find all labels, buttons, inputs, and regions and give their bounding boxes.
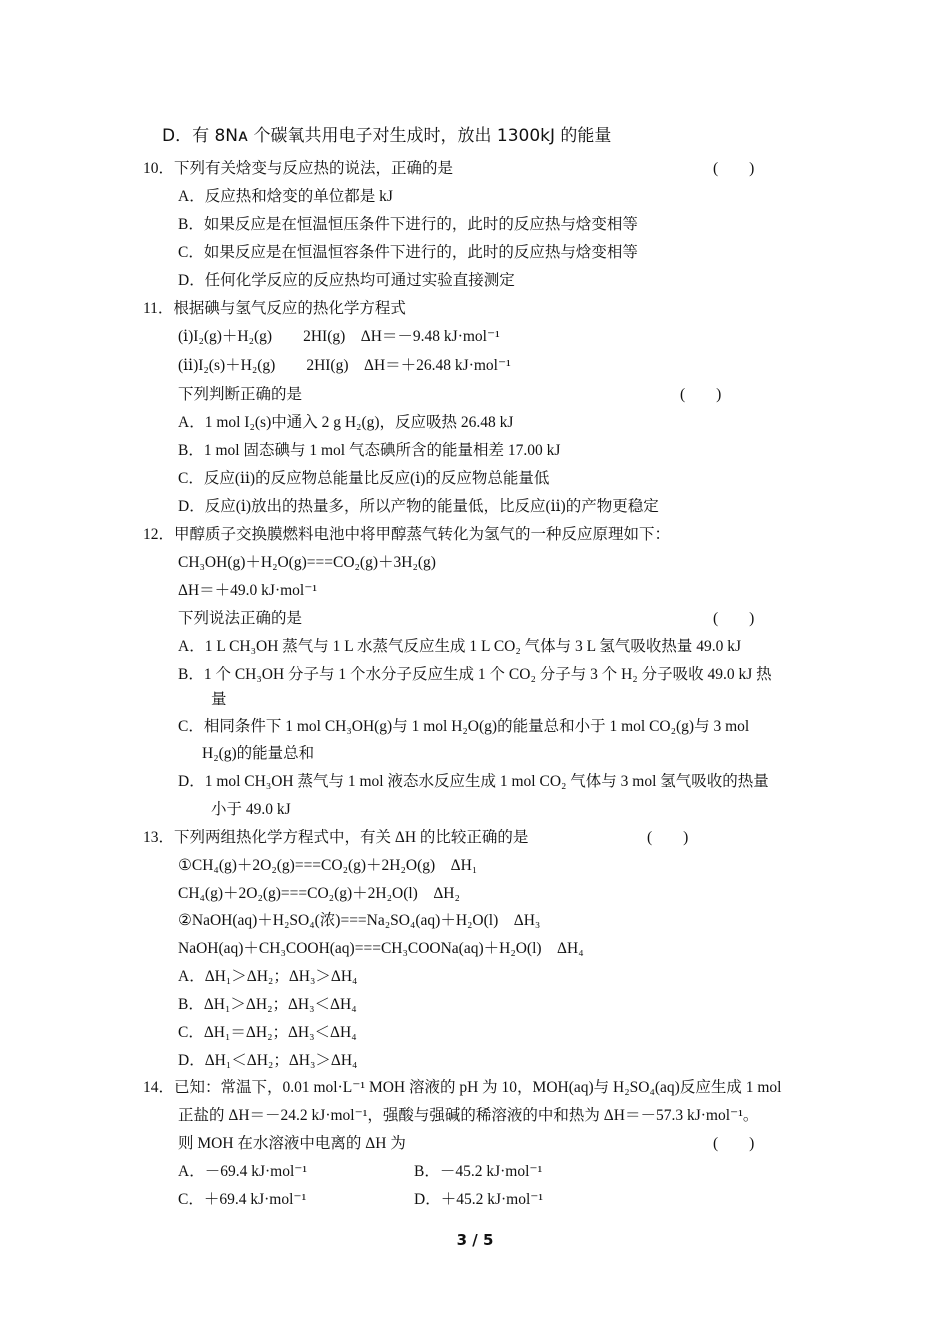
q9-option-d: D．有 8Nᴀ 个碳氧共用电子对生成时，放出 1300kJ 的能量 [162,126,612,146]
q12-option-a: A．1 L CH₃OH 蒸气与 1 L 水蒸气反应生成 1 L CO₂ 气体与 3 L 氢气吸收热量 49.0 kJ [178,638,742,655]
q12-option-b-cont: 量 [211,691,227,708]
q12-enthalpy: ΔH＝＋49.0 kJ·mol⁻¹ [178,582,318,599]
q10-stem: 10．下列有关焓变与反应热的说法，正确的是 [143,160,454,177]
q14-option-c: C．＋69.4 kJ·mol⁻¹ [178,1191,307,1208]
q13-option-d: D．ΔH₁＜ΔH₂；ΔH₃＞ΔH₄ [178,1052,358,1069]
q14-stem: 14．已知：常温下，0.01 mol·L⁻¹ MOH 溶液的 pH 为 10，MOH(aq)与 H₂SO₄(aq)反应生成 1 mol [143,1079,782,1096]
q13-answer-bracket: ( ) [647,829,689,846]
q11-answer-bracket: ( ) [680,386,722,403]
q13-equation-2a: ②NaOH(aq)＋H₂SO₄(浓)===Na₂SO₄(aq)＋H₂O(l) ΔH₃ [178,912,541,929]
q13-option-a: A．ΔH₁＞ΔH₂；ΔH₃＞ΔH₄ [178,968,358,985]
q10-answer-bracket: ( ) [713,160,755,177]
q11-stem: 11．根据碘与氢气反应的热化学方程式 [143,300,406,317]
q12-equation: CH₃OH(g)＋H₂O(g)===CO₂(g)＋3H₂(g) [178,554,436,571]
q12-option-c: C．相同条件下 1 mol CH₃OH(g)与 1 mol H₂O(g)的能量总和小于 1 mol CO₂(g)与 3 mol [178,718,750,735]
q11-equation-ii: (ⅱ)I₂(s)＋H₂(g) 2HI(g) ΔH＝＋26.48 kJ·mol⁻¹ [178,357,511,374]
q10-option-a: A．反应热和焓变的单位都是 kJ [178,188,393,205]
q12-option-c-cont: H₂(g)的能量总和 [202,745,315,762]
q12-stem: 12．甲醇质子交换膜燃料电池中将甲醇蒸气转化为氢气的一种反应原理如下： [143,526,671,543]
q11-prompt: 下列判断正确的是 [178,386,303,403]
q11-equation-i: (ⅰ)I₂(g)＋H₂(g) 2HI(g) ΔH＝－9.48 kJ·mol⁻¹ [178,328,500,345]
q11-option-c: C．反应(ⅱ)的反应物总能量比反应(ⅰ)的反应物总能量低 [178,470,550,487]
q14-option-b: B．－45.2 kJ·mol⁻¹ [414,1163,543,1180]
page-number: 3 / 5 [456,1231,494,1249]
q11-option-a: A．1 mol I₂(s)中通入 2 g H₂(g)，反应吸热 26.48 kJ [178,414,514,431]
q11-option-d: D．反应(ⅰ)放出的热量多，所以产物的能量低，比反应(ⅱ)的产物更稳定 [178,498,659,515]
q14-answer-bracket: ( ) [713,1135,755,1152]
q13-equation-1b: CH₄(g)＋2O₂(g)===CO₂(g)＋2H₂O(l) ΔH₂ [178,885,460,902]
q12-prompt: 下列说法正确的是 [178,610,303,627]
q14-stem-cont: 正盐的 ΔH＝－24.2 kJ·mol⁻¹，强酸与强碱的稀溶液的中和热为 ΔH＝－57.3 kJ·mol⁻¹。 [178,1107,759,1124]
q12-option-b: B．1 个 CH₃OH 分子与 1 个水分子反应生成 1 个 CO₂ 分子与 3 个 H₂ 分子吸收 49.0 kJ 热 [178,666,772,683]
q13-option-b: B．ΔH₁＞ΔH₂；ΔH₃＜ΔH₄ [178,996,357,1013]
q10-option-b: B．如果反应是在恒温恒压条件下进行的，此时的反应热与焓变相等 [178,216,638,233]
q13-stem: 13．下列两组热化学方程式中，有关 ΔH 的比较正确的是 [143,829,529,846]
q10-option-c: C．如果反应是在恒温恒容条件下进行的，此时的反应热与焓变相等 [178,244,638,261]
q14-prompt: 则 MOH 在水溶液中电离的 ΔH 为 [178,1135,406,1152]
q14-option-d: D．＋45.2 kJ·mol⁻¹ [414,1191,544,1208]
q13-option-c: C．ΔH₁＝ΔH₂；ΔH₃＜ΔH₄ [178,1024,357,1041]
q10-option-d: D．任何化学反应的反应热均可通过实验直接测定 [178,272,515,289]
q11-option-b: B．1 mol 固态碘与 1 mol 气态碘所含的能量相差 17.00 kJ [178,442,561,459]
q12-option-d: D．1 mol CH₃OH 蒸气与 1 mol 液态水反应生成 1 mol CO₂ 气体与 3 mol 氢气吸收的热量 [178,773,769,790]
q12-option-d-cont: 小于 49.0 kJ [211,801,291,818]
q14-option-a: A．－69.4 kJ·mol⁻¹ [178,1163,308,1180]
q13-equation-2b: NaOH(aq)＋CH₃COOH(aq)===CH₃COONa(aq)＋H₂O(l) ΔH₄ [178,940,584,957]
q13-equation-1a: ①CH₄(g)＋2O₂(g)===CO₂(g)＋2H₂O(g) ΔH₁ [178,857,478,874]
q12-answer-bracket: ( ) [713,610,755,627]
